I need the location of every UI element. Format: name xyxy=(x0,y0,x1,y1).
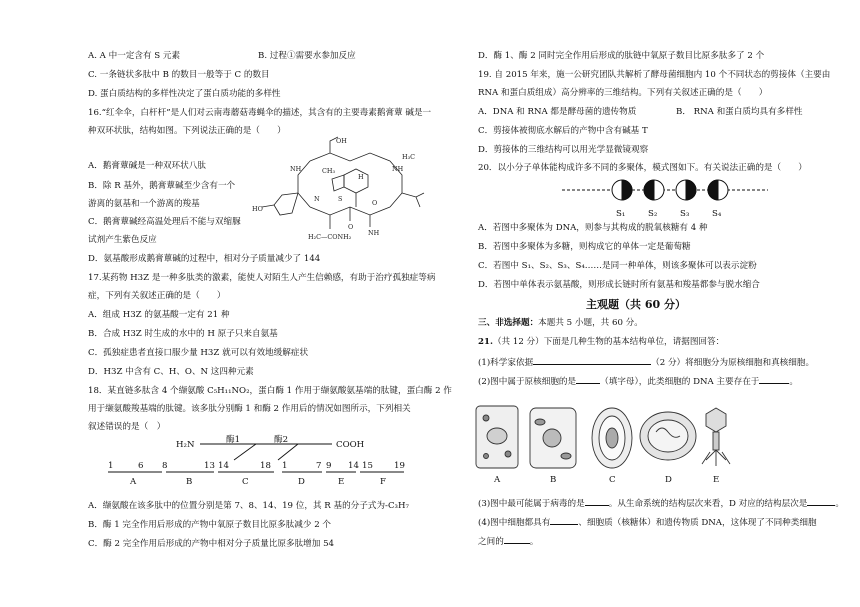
amanitin-structure-figure xyxy=(252,135,432,247)
q21-blank-6[interactable] xyxy=(550,515,578,525)
diagram-seg-a: A xyxy=(130,477,137,487)
cell-types-figure xyxy=(470,400,770,486)
q20-option-a: A．若图中多聚体为 DNA，则参与其构成的脱氧核糖有 4 种 xyxy=(478,223,708,233)
q17-option-a: A．组成 H3Z 的氨基酸一定有 21 种 xyxy=(88,310,230,320)
q15-option-d: D. 蛋白质结构的多样性决定了蛋白质功能的多样性 xyxy=(88,89,281,99)
diagram-num-1b: 1 xyxy=(282,461,288,471)
diagram-num-14b: 14 xyxy=(348,461,359,471)
struct-o-2: O xyxy=(348,223,354,231)
q16-option-c-line2: 试剂产生紫色反应 xyxy=(88,235,157,245)
q17-option-b: B．合成 H3Z 时生成的水中的 H 原子只来自氨基 xyxy=(88,329,278,339)
q21-part3-a: (3)图中最可能属于病毒的是 xyxy=(478,499,585,509)
diagram-num-14: 14 xyxy=(218,461,229,471)
q21-part1 xyxy=(478,355,814,369)
q15-option-a: A. A 中一定含有 S 元素 xyxy=(88,51,181,61)
q20-option-c: C．若图中 S₁、S₂、S₃、S₄……是同一种单体，则该多聚体可以表示淀粉 xyxy=(478,261,757,271)
q21-part2-b: （填字母），此类细胞的 DNA 主要存在于 xyxy=(600,377,760,387)
q21-part3 xyxy=(478,496,844,510)
diagram-seg-e: E xyxy=(338,477,345,487)
q19-stem-line1: 19. 自 2015 年来，施一公研究团队共解析了酵母菌细胞内 10 个不同状态的剪接体（主要由 xyxy=(478,70,831,80)
q18-option-c: C．酶 2 完全作用后形成的产物中相对分子质量比原多肽增加 54 xyxy=(88,539,335,549)
cell-label-a: A xyxy=(494,475,501,485)
q21-part4-c: 之间的 xyxy=(478,537,504,547)
q19-option-a: A．DNA 和 RNA 都是酵母菌的遗传物质 xyxy=(478,107,637,117)
q19-stem-line2: RNA 和蛋白质组成）高分辨率的三维结构。下列有关叙述正确的是（ ） xyxy=(478,88,768,98)
diagram-num-19: 19 xyxy=(394,461,405,471)
diagram-seg-c: C xyxy=(242,477,249,487)
struct-h3c: H₃C xyxy=(402,153,416,161)
cell-label-d: D xyxy=(665,475,672,485)
struct-nh-2: NH xyxy=(392,165,404,173)
q18-option-d: D．酶 1、酶 2 同时完全作用后形成的肽链中氧原子数目比原多肽多了 2 个 xyxy=(478,51,765,61)
q21-blank-1[interactable] xyxy=(533,355,651,365)
section-title: 主观题（共 60 分） xyxy=(586,298,686,311)
q17-option-c: C．孤独症患者直接口服少量 H3Z 就可以有效地缓解症状 xyxy=(88,348,309,358)
q16-stem-line1: 16.“红伞伞，白杆杆”是人们对云南毒蘑菇毒蝇伞的描述，其含有的主要毒素鹅膏蕈 碱是一 xyxy=(88,108,432,118)
q19-option-c: C．剪接体被彻底水解后的产物中含有碱基 T xyxy=(478,126,648,136)
monomer-label-s2: S₂ xyxy=(648,209,658,219)
diagram-num-7: 7 xyxy=(316,461,322,471)
struct-nh-1: NH xyxy=(290,165,302,173)
diagram-seg-d: D xyxy=(298,477,305,487)
diagram-num-9: 9 xyxy=(326,461,332,471)
q21-part1-b: （2 分）将细胞分为原核细胞和真核细胞。 xyxy=(651,358,815,368)
q19-option-d: D．剪接体的三维结构可以用光学显微镜观察 xyxy=(478,145,649,155)
q21-part2-a: (2)图中属于原核细胞的是 xyxy=(478,377,577,387)
q21-part4-line2 xyxy=(478,534,538,548)
diagram-h2n: H₂N xyxy=(176,440,195,450)
q21-part2 xyxy=(478,374,798,388)
struct-n-1: N xyxy=(314,195,320,203)
peptide-cleavage-diagram xyxy=(100,434,420,494)
q21-blank-2[interactable] xyxy=(576,374,600,384)
monomer-label-s3: S₃ xyxy=(680,209,690,219)
q17-stem-line1: 17.某药物 H3Z 是一种多肽类的激素，能使人对陌生人产生信赖感，有助于治疗孤独症等病 xyxy=(88,273,436,283)
q15-option-b: B. 过程①需要水参加反应 xyxy=(258,51,356,61)
q18-stem-line3: 叙述错误的是（ ） xyxy=(88,422,166,432)
q21-part1-a: (1)科学家依据 xyxy=(478,358,534,368)
q18-stem-line1: 18．某直链多肽含 4 个缬氨酸 C₅H₁₁NO₂，蛋白酶 1 作用于缬氨酸氨基端的肽键，蛋白酶 2 作 xyxy=(88,386,452,396)
q15-option-c: C. 一条链状多肽中 B 的数目一般等于 C 的数目 xyxy=(88,70,270,80)
q17-option-d: D．H3Z 中含有 C、H、O、N 这四种元素 xyxy=(88,367,254,377)
q16-option-d: D．氨基酸形成鹅膏蕈碱的过程中，相对分子质量减少了 144 xyxy=(88,254,321,264)
q18-stem-line2: 用于缬氨酸羧基端的肽键。该多肽分别酶 1 和酶 2 作用后的情况如图所示，下列相关 xyxy=(88,404,411,414)
q21-blank-3[interactable] xyxy=(759,374,789,384)
q20-option-b: B．若图中多聚体为多糖，则构成它的单体一定是葡萄糖 xyxy=(478,242,691,252)
cell-label-b: B xyxy=(550,475,557,485)
q20-option-d: D．若图中单体表示氨基酸，则形成长链时所有氨基和羧基都参与脱水缩合 xyxy=(478,280,760,290)
right-column xyxy=(440,0,860,607)
diagram-num-18: 18 xyxy=(260,461,271,471)
q21-heading-text: （共 12 分）下面是几种生物的基本结构单位，请据图回答： xyxy=(492,337,725,347)
q21-part3-b: 。从生命系统的结构层次来看，D 对应的结构层次是 xyxy=(608,499,808,509)
q21-part4-a: (4)图中细胞都具有 xyxy=(478,518,551,528)
struct-ch3: CH₃ xyxy=(322,167,336,175)
struct-conh2: H₂C—CONH₂ xyxy=(308,233,352,241)
q19-option-b: B． RNA 和蛋白质均具有多样性 xyxy=(676,107,803,117)
q21-blank-4[interactable] xyxy=(585,496,609,506)
q21-part4-b: 、细胞质（核糖体）和遗传物质 DNA，这体现了不同种类细胞 xyxy=(578,518,817,528)
bacteriophage-e-icon xyxy=(706,450,726,466)
section-subtitle-bold: 三、非选择题： xyxy=(478,318,539,328)
diagram-seg-f: F xyxy=(380,477,386,487)
q16-stem-line2: 种双环状肽，结构如图。下列说法正确的是（ ） xyxy=(88,126,286,136)
q20-stem: 20．以小分子单体能构成许多不同的多聚体，模式图如下。有关说法正确的是（ ） xyxy=(478,163,807,173)
q17-stem-line2: 症，下列有关叙述正确的是（ ） xyxy=(88,291,226,301)
struct-s: S xyxy=(338,195,343,203)
q18-option-b: B．酶 1 完全作用后形成的产物中氧原子数目比原多肽减少 2 个 xyxy=(88,520,332,530)
q21-part2-c: 。 xyxy=(789,377,799,387)
monomer-chain-figure xyxy=(560,178,780,220)
q18-option-a: A．缬氨酸在该多肽中的位置分别是第 7、8、14、19 位，其 R 基的分子式为-C₃H₇ xyxy=(88,501,409,511)
struct-o-1: O xyxy=(372,199,378,207)
q16-option-b-line1: B．除 R 基外，鹅膏蕈碱至少含有一个 xyxy=(88,181,236,191)
q21-blank-5[interactable] xyxy=(807,496,835,506)
struct-ho-left: HO xyxy=(252,205,263,213)
diagram-num-6: 6 xyxy=(138,461,144,471)
struct-h: H xyxy=(358,173,364,181)
diagram-enzyme1: 酶1 xyxy=(226,435,241,445)
q16-option-c-line1: C．鹅膏蕈碱经高温处理后不能与双缩脲 xyxy=(88,217,241,227)
diagram-cooh: COOH xyxy=(336,440,365,450)
q21-part3-c: 。 xyxy=(835,499,845,509)
diagram-enzyme2: 酶2 xyxy=(274,435,289,445)
diagram-num-13: 13 xyxy=(204,461,215,471)
struct-oh-top: OH xyxy=(336,137,347,145)
q21-part4-d: 。 xyxy=(529,537,539,547)
struct-nh-3: NH xyxy=(368,229,380,237)
diagram-seg-b: B xyxy=(186,477,193,487)
q21-heading xyxy=(478,336,724,348)
diagram-num-8: 8 xyxy=(162,461,168,471)
q16-option-a: A．鹅膏蕈碱是一种双环状八肽 xyxy=(88,161,206,171)
cell-label-c: C xyxy=(609,475,616,485)
q21-part4-line1 xyxy=(478,515,817,529)
q21-number: 21. xyxy=(478,337,493,347)
section-subtitle xyxy=(478,317,643,329)
monomer-label-s1: S₁ xyxy=(616,209,626,219)
q21-blank-7[interactable] xyxy=(504,534,530,544)
cell-label-e: E xyxy=(713,475,720,485)
diagram-num-1: 1 xyxy=(108,461,114,471)
section-subtitle-rest: 本题共 5 小题，共 60 分。 xyxy=(538,318,643,328)
monomer-label-s4: S₄ xyxy=(712,209,722,219)
diagram-num-15: 15 xyxy=(362,461,373,471)
q16-option-b-line2: 游离的氨基和一个游离的羧基 xyxy=(88,199,200,209)
